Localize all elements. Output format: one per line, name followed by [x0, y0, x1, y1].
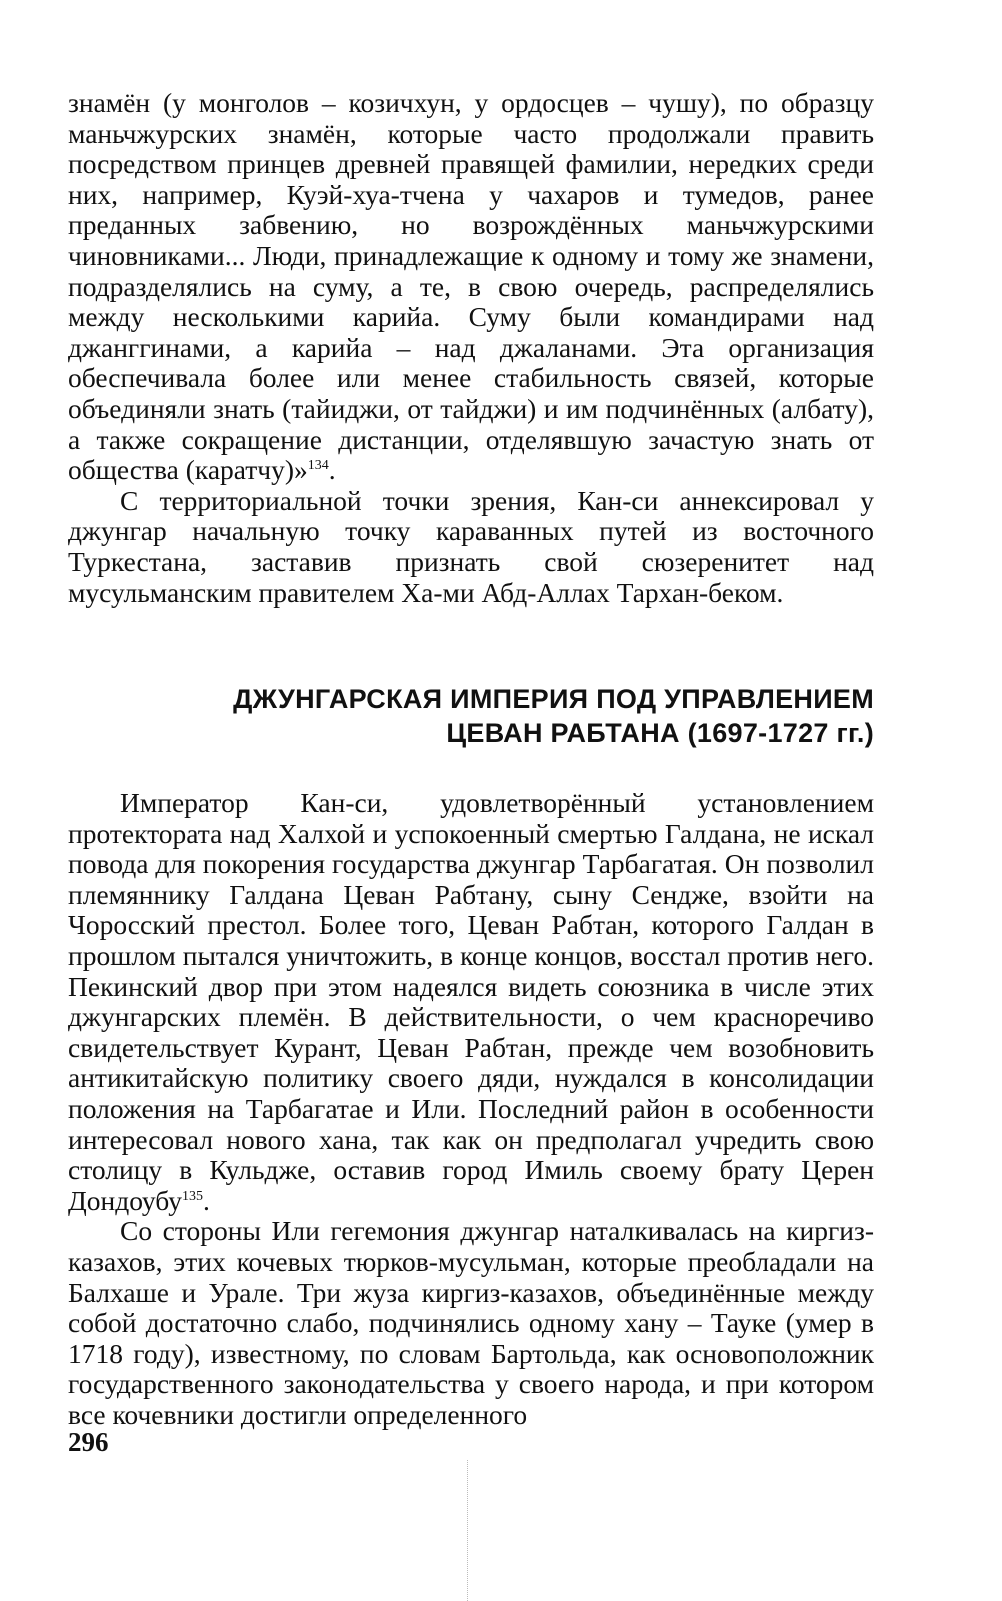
- footnote-ref-135: 135: [182, 1188, 204, 1204]
- footnote-ref-134: 134: [307, 457, 329, 473]
- gutter-line: [467, 1460, 468, 1601]
- page-number: 296: [68, 1427, 109, 1457]
- section-heading: [68, 682, 874, 750]
- paragraph-text: знамён (у монголов – козичхун, у ордосцев – чушу), по образцу маньчжурских знамён, которые часто продолжали править посредством принцев древней правящей фамилии, нередких среди них, например, Куэй-хуа-тчена у чахаров и тумедов, ранее преданных забвению, но возрождённых маньчжурскими чиновниками... Люди, принадлежащие к одному и тому же знамени, подразделялись на суму, а те, в свою очередь, распределялись между несколькими карийа. Суму были командирами над джанггинами, а карийа – над джаланами. Эта организация обеспечивала более или менее стабильность связей, которые объединяли знать (тайиджи, от тайджи) и им подчинённых (албату), а также сокращение дистанции, отделявшую зачастую знать от общества (каратчу)»: [68, 87, 874, 486]
- paragraph-text: Со стороны Или гегемония джунгар наталкивалась на киргиз-казахов, этих кочевых тюрков-мусульман, которые преобладали на Балхаше и Урале. Три жуза киргиз-казахов, объединённые между собой достаточно слабо, подчинялись одному хану – Тауке (умер в 1718 году), известному, по словам Бартольда, как основоположник государственного законодательства у своего народа, и при котором все кочевники достигли определенного: [68, 1215, 874, 1430]
- section-heading-line-2: ЦЕВАН РАБТАНА (1697-1727 гг.): [446, 718, 874, 749]
- paragraph-territory: [68, 486, 874, 608]
- paragraph-text: С территориальной точки зрения, Кан-си аннексировал у джунгар начальную точку караванных путей из восточного Туркестана, заставив признать свой сюзеренитет над мусульманским правителем Ха-ми Абд-Аллах Тархан-беком.: [68, 484, 874, 608]
- paragraph-emperor: [68, 788, 874, 1216]
- paragraph-text: Император Кан-си, удовлетворённый установлением протектората над Халхой и успокоенный смертью Галдана, не искал повода для покорения государства джунгар Тарбагатая. Он позволил племяннику Галдана Цеван Рабтану, сыну Сендже, взойти на Чоросский престол. Более того, Цеван Рабтан, которого Галдан в прошлом пытался уничтожить, в конце концов, восстал против него. Пекинский двор при этом надеялся видеть союзника в числе этих джунгарских племён. В действительности, о чем красноречиво свидетельствует Курант, Цеван Рабтан, прежде чем возобновить антикитайскую политику своего дяди, нуждался в консолидации положения на Тарбагатае и Или. Последний район в особенности интересовал нового хана, так как он предполагал учредить свою столицу в Кульдже, оставив город Имиль своему брату Церен Дондоубу: [68, 787, 874, 1216]
- paragraph-tail: .: [203, 1184, 210, 1216]
- paragraph-banners: [68, 88, 874, 486]
- page-body: [68, 88, 874, 1431]
- paragraph-kazakhs: [68, 1216, 874, 1430]
- section-heading-line-1: ДЖУНГАРСКАЯ ИМПЕРИЯ ПОД УПРАВЛЕНИЕМ: [233, 684, 874, 715]
- paragraph-tail: .: [328, 454, 336, 486]
